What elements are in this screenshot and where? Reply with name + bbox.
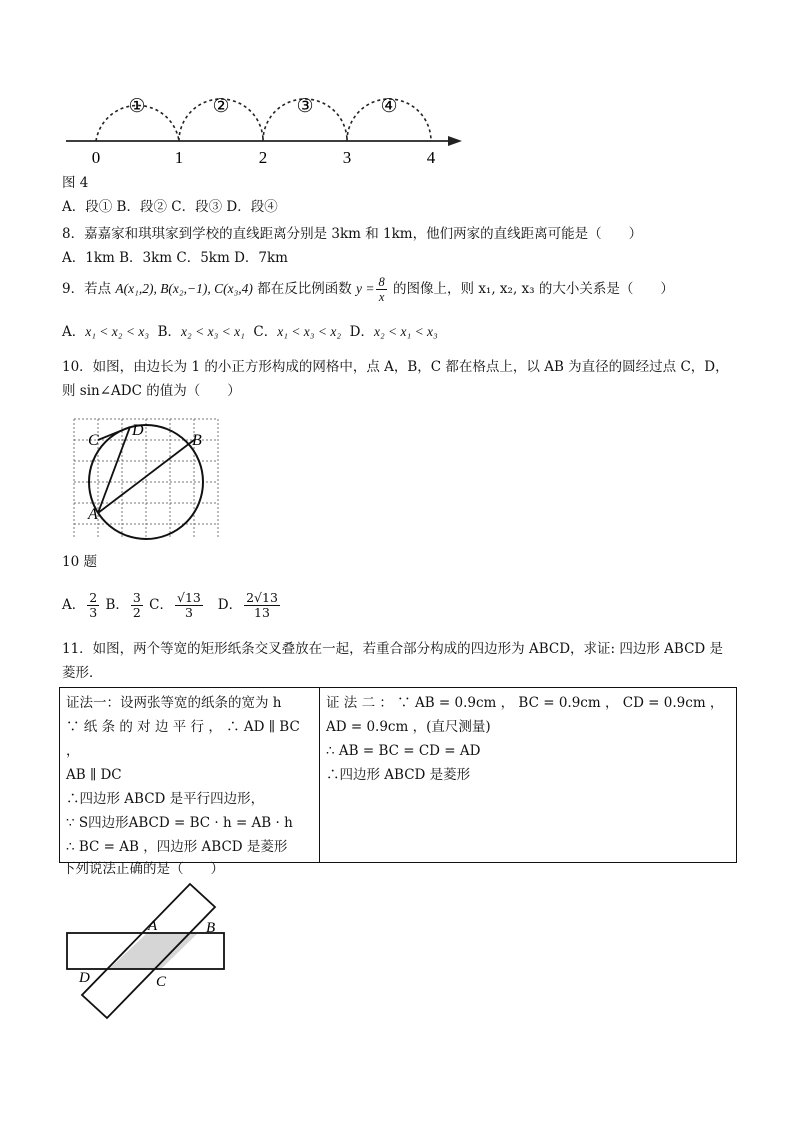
q11-label-D: D: [79, 970, 90, 986]
segment-label-1: ①: [128, 96, 146, 117]
tick-label-4: 4: [426, 148, 436, 167]
q10-label-C: C: [88, 432, 99, 449]
proof1-line: ∴四边形 ABCD 是平行四边形，: [66, 791, 265, 807]
q11-question: 下列说法正确的是（ ）: [62, 861, 224, 877]
q9-suffix: 的图像上，则 x₁, x₂, x₃ 的大小关系是（ ）: [388, 281, 674, 297]
q10-opt-b-numerator: 3: [132, 590, 141, 605]
q10-opt-d-fraction: [244, 591, 280, 620]
segment-label-3: ③: [296, 96, 314, 117]
proof2-line: ∴ AB = BC = CD = AD: [326, 743, 481, 759]
proof1-line: ∴ BC = AB ，四边形 ABCD 是菱形: [66, 839, 288, 855]
q10-opt-b-label: B．: [105, 597, 129, 613]
proof2-line: AD = 0.9cm ，(直尺测量): [326, 719, 491, 735]
q11-label-B: B: [206, 920, 216, 936]
q10-caption: 10 题: [62, 554, 97, 570]
q11-label-C: C: [156, 974, 167, 990]
q7-options: A．段① B．段② C．段③ D．段④: [62, 199, 278, 215]
q9-points: A(x₁,2), B(x₂,−1), C(x₃,4): [115, 281, 253, 296]
q10-opt-a-denominator: 3: [89, 605, 98, 620]
q10-opt-a-fraction: [87, 591, 99, 620]
proof-method-2: [320, 688, 737, 863]
proof1-line: ∵ 纸 条 的 对 边 平 行 ， ∴ AD ∥ BC ，: [66, 719, 300, 759]
proof1-line: AB ∥ DC: [66, 767, 122, 783]
q9-opt-a: x₁ < x₂ < x₃: [85, 324, 150, 339]
q9-opt-b-label: B．: [157, 324, 182, 340]
axis-arrow-icon: [448, 136, 462, 146]
q10-opt-a-label: A．: [62, 597, 86, 613]
segment-label-2: ②: [212, 96, 230, 117]
q10-opt-c-label: C．: [149, 597, 174, 613]
q10-opt-c-fraction: [175, 591, 203, 620]
q9-options: [62, 323, 438, 341]
q10-stem-line-1: 10．如图，由边长为 1 的小正方形构成的网格中，点 A，B，C 都在格点上，以 AB 为直径的圆经过点 C，D，: [62, 359, 729, 375]
q11-figure: [62, 880, 238, 1025]
q10-label-A: A: [88, 506, 98, 523]
q9-opt-d-label: D．: [349, 324, 374, 340]
tick-label-3: 3: [342, 148, 352, 167]
proof-method-1: [60, 688, 320, 863]
q10-opt-c-denominator: 3: [184, 605, 193, 620]
proof1-line: ∵ S四边形ABCD = BC · h = AB · h: [66, 815, 293, 831]
q9-opt-b: x₂ < x₃ < x₁: [181, 324, 245, 339]
q9-fraction: [376, 275, 386, 304]
q10-options: [62, 585, 282, 625]
figure-4-caption: 图 4: [62, 175, 89, 191]
q8-options: A．1km B．3km C．5km D．7km: [62, 250, 288, 266]
q10-opt-d-label: D．: [217, 597, 243, 613]
q10-opt-a-numerator: 2: [89, 590, 98, 605]
q10-figure: [68, 413, 224, 543]
q10-label-D: D: [132, 422, 144, 439]
q9-opt-c: x₁ < x₃ < x₂: [277, 324, 342, 339]
q9-prefix: 9．若点: [62, 281, 116, 297]
q10-opt-b-denominator: 2: [132, 605, 141, 620]
q10-stem-line-2: 则 sin∠ADC 的值为（ ）: [62, 383, 241, 399]
q9-opt-c-label: C．: [253, 324, 278, 340]
figure-4-number-line: [60, 86, 470, 172]
tick-label-2: 2: [258, 148, 268, 167]
q10-label-B: B: [192, 432, 202, 449]
q9-mid: 都在反比例函数: [252, 281, 356, 297]
q11-proof-table: [59, 687, 737, 863]
q10-opt-d-numerator: 2√13: [246, 590, 278, 605]
q9-opt-d: x₂ < x₁ < x₃: [373, 324, 438, 339]
proof1-line: 证法一：设两张等宽的纸条的宽为 h: [66, 695, 282, 711]
q11-label-A: A: [148, 918, 158, 934]
q11-stem-line-2: 菱形．: [62, 665, 103, 681]
q10-opt-c-numerator: √13: [177, 590, 201, 605]
proof2-line: ∴四边形 ABCD 是菱形: [326, 767, 471, 783]
q10-opt-d-denominator: 13: [254, 605, 270, 620]
tick-label-1: 1: [174, 148, 184, 167]
q9-func-lhs: y =: [356, 281, 375, 296]
q9-opt-a-label: A．: [62, 324, 86, 340]
segment-label-4: ④: [380, 96, 398, 117]
q9-stem: [62, 274, 674, 304]
q8-stem: 8．嘉嘉家和琪琪家到学校的直线距离分别是 3km 和 1km，他们两家的直线距离可能是（ ）: [62, 226, 643, 242]
q9-func-numerator: 8: [378, 275, 385, 289]
q9-func-denominator: x: [378, 290, 385, 304]
proof2-line: 证 法 二 ： ∵ AB = 0.9cm ， BC = 0.9cm ， CD = 0.9cm ，: [326, 695, 724, 711]
q11-stem-line-1: 11．如图，两个等宽的矩形纸条交叉叠放在一起，若重合部分构成的四边形为 ABCD，求证: 四边形 ABCD 是: [62, 641, 724, 657]
tick-label-0: 0: [91, 148, 101, 167]
q10-opt-b-fraction: [131, 591, 143, 620]
